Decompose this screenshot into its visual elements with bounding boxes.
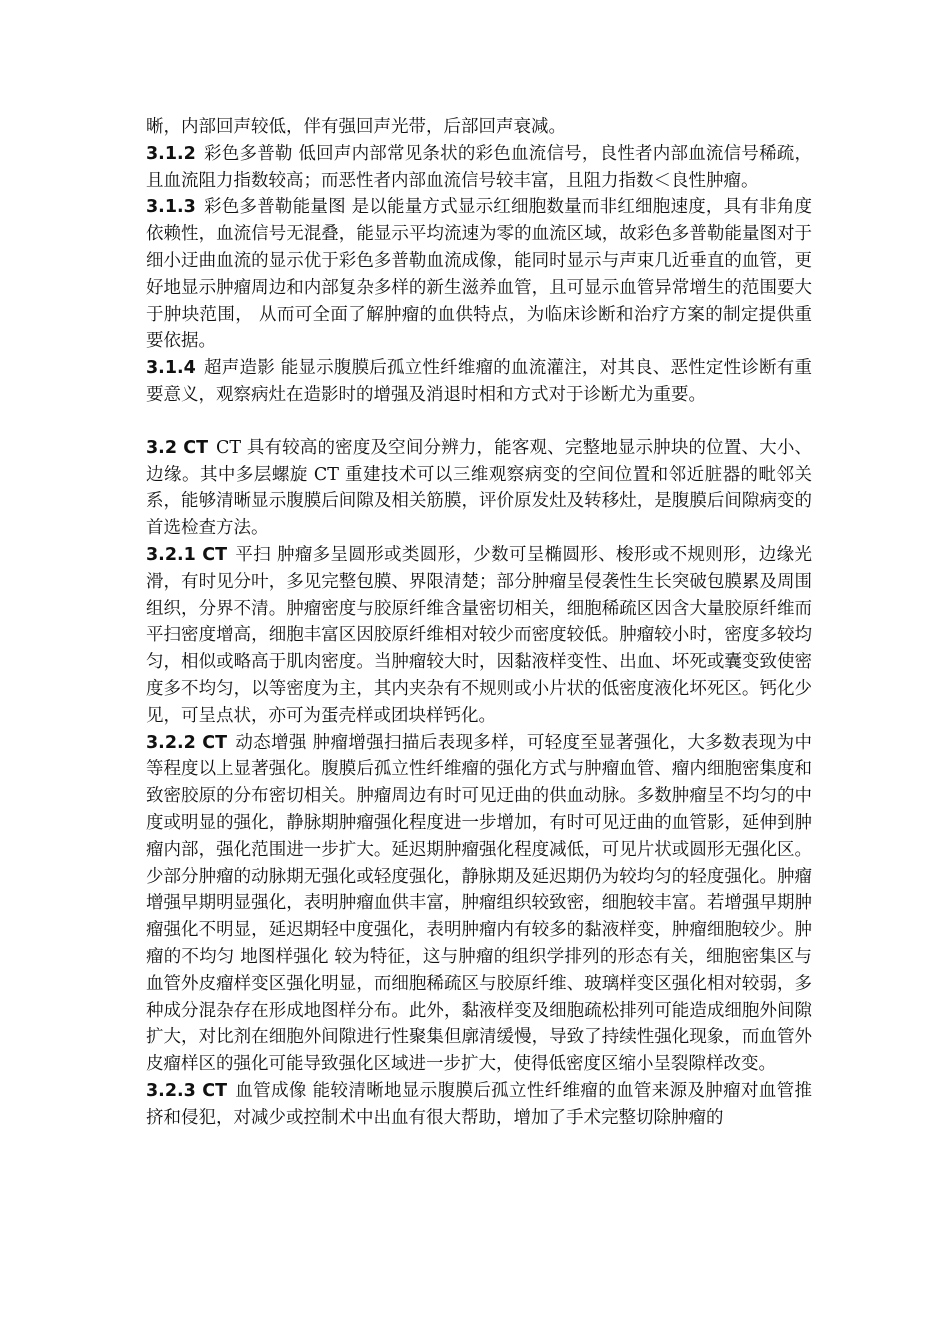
paragraph-3-1-4 — [146, 355, 812, 409]
paragraph-spacer — [146, 409, 812, 435]
paragraph-3-2-2 — [146, 730, 812, 1078]
paragraph-3-1-2 — [146, 141, 812, 195]
paragraph-3-2-1 — [146, 542, 812, 730]
paragraph-text: 平扫 肿瘤多呈圆形或类圆形，少数可呈椭圆形、梭形或不规则形，边缘光滑，有时见分叶，多见完整包膜、界限清楚；部分肿瘤呈侵袭性生长突破包膜累及周围组织，分界不清。肿瘤密度与胶原纤维含量密切相关，细胞稀疏区因含大量胶原纤维而平扫密度增高，细胞丰富区因胶原纤维相对较少而密度较低。肿瘤较小时，密度多较均匀，相似或略高于肌肉密度。当肿瘤较大时，因黏液样变性、出血、坏死或囊变致使密度多不均匀，以等密度为主，其内夹杂有不规则或小片状的低密度液化坏死区。钙化少见，可呈点状，亦可为蛋壳样或团块样钙化。 — [146, 544, 812, 726]
section-number: 3.2.2 CT — [146, 732, 228, 753]
section-number: 3.1.3 — [146, 197, 196, 218]
section-number: 3.1.2 — [146, 143, 196, 164]
section-number: 3.1.4 — [146, 358, 196, 379]
paragraph-3-1-3 — [146, 194, 812, 355]
section-number: 3.2 CT — [146, 437, 209, 458]
document-body — [146, 114, 812, 1131]
paragraph-text: 血管成像 能较清晰地显示腹膜后孤立性纤维瘤的血管来源及肿瘤对血管推挤和侵犯，对减少或控制术中出血有很大帮助，增加了手术完整切除肿瘤的 — [146, 1080, 812, 1128]
paragraph-3-2 — [146, 435, 812, 542]
paragraph-3-2-3 — [146, 1078, 812, 1132]
section-number: 3.2.3 CT — [146, 1080, 228, 1101]
section-number: 3.2.1 CT — [146, 544, 228, 565]
paragraph-continuation — [146, 114, 812, 141]
paragraph-text: CT 具有较高的密度及空间分辨力，能客观、完整地显示肿块的位置、大小、边缘。其中多层螺旋 CT 重建技术可以三维观察病变的空间位置和邻近脏器的毗邻关系，能够清晰显示腹膜后间隙及相关筋膜，评价原发灶及转移灶，是腹膜后间隙病变的首选检查方法。 — [146, 437, 813, 539]
paragraph-text: 超声造影 能显示腹膜后孤立性纤维瘤的血流灌注，对其良、恶性定性诊断有重要意义，观察病灶在造影时的增强及消退时相和方式对于诊断尤为重要。 — [146, 358, 812, 405]
paragraph-text: 晰，内部回声较低，伴有强回声光带，后部回声衰减。 — [146, 117, 566, 137]
paragraph-text: 彩色多普勒能量图 是以能量方式显示红细胞数量而非红细胞速度，具有非角度依赖性，血流信号无混叠，能显示平均流速为零的血流区域，故彩色多普勒能量图对于细小迂曲血流的显示优于彩色多普勒血流成像，能同时显示与声束几近垂直的血管，更好地显示肿瘤周边和内部复杂多样的新生滋养血管，且可显示血管异常增生的范围要大于肿块范围， 从而可全面了解肿瘤的血供特点，为临床诊断和治疗方案的制定提供重要依据。 — [146, 197, 812, 352]
paragraph-text: 彩色多普勒 低回声内部常见条状的彩色血流信号，良性者内部血流信号稀疏，且血流阻力指数较高；而恶性者内部血流信号较丰富，且阻力指数＜良性肿瘤。 — [146, 143, 812, 191]
paragraph-text: 动态增强 肿瘤增强扫描后表现多样，可轻度至显著强化，大多数表现为中等程度以上显著强化。腹膜后孤立性纤维瘤的强化方式与肿瘤血管、瘤内细胞密集度和致密胶原的分布密切相关。肿瘤周边有时可见迂曲的供血动脉。多数肿瘤呈不均匀的中度或明显的强化，静脉期肿瘤强化程度进一步增加，有时可见迂曲的血管影，延伸到肿瘤内部，强化范围进一步扩大。延迟期肿瘤强化程度减低，可见片状或圆形无强化区。少部分肿瘤的动脉期无强化或轻度强化，静脉期及延迟期仍为较均匀的轻度强化。肿瘤增强早期明显强化，表明肿瘤血供丰富，肿瘤组织较致密，细胞较丰富。若增强早期肿瘤强化不明显，延迟期轻中度强化，表明肿瘤内有较多的黏液样变，肿瘤细胞较少。肿瘤的不均匀 地图样强化 较为特征，这与肿瘤的组织学排列的形态有关，细胞密集区与血管外皮瘤样变区强化明显，而细胞稀疏区与胶原纤维、玻璃样变区强化相对较弱，多种成分混杂存在形成地图样分布。此外，黏液样变及细胞疏松排列可能造成细胞外间隙扩大，对比剂在细胞外间隙进行性聚集但廓清缓慢，导致了持续性强化现象，而血管外皮瘤样区的强化可能导致强化区域进一步扩大，使得低密度区缩小呈裂隙样改变。 — [146, 732, 812, 1075]
